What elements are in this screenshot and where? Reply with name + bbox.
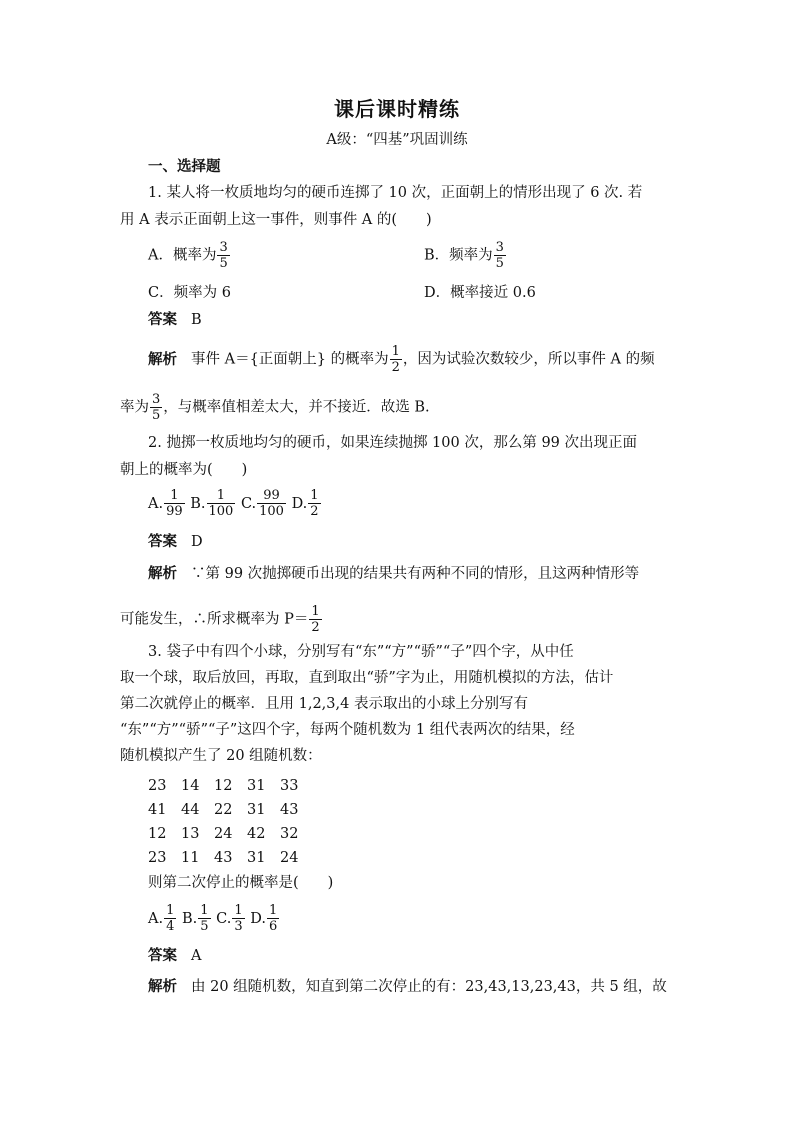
random-number: 44 <box>181 802 200 818</box>
q2-stem-line2: 朝上的概率为( ) <box>120 462 248 478</box>
answer-label: 答案 <box>148 312 177 328</box>
answer-label: 答案 <box>148 534 177 550</box>
random-number: 24 <box>214 826 233 842</box>
q1-stem-line2: 用 A 表示正面朝上这一事件，则事件 A 的( ) <box>120 212 432 228</box>
q3-options <box>148 903 280 934</box>
q1-option-a-fraction <box>217 240 229 271</box>
frac-numerator: 1 <box>268 903 278 918</box>
random-number: 31 <box>247 778 266 794</box>
explanation-text: 可能发生，∴所求概率为 P＝ <box>120 611 309 628</box>
option-label: A. <box>148 910 164 927</box>
q3-explanation-line1 <box>148 977 667 997</box>
option-label: D. <box>250 910 266 927</box>
random-number-row <box>148 822 313 846</box>
frac-denominator: 5 <box>152 408 161 423</box>
option-label: B. <box>181 910 198 927</box>
frac-denominator: 2 <box>391 360 400 375</box>
random-number: 23 <box>148 850 167 866</box>
explanation-label: 解析 <box>148 979 177 995</box>
q1-explanation-line1 <box>148 344 655 375</box>
option-fraction <box>257 488 286 519</box>
random-number: 23 <box>148 778 167 794</box>
frac-denominator: 5 <box>200 919 209 934</box>
random-number: 22 <box>214 802 233 818</box>
q1-option-a <box>148 240 231 271</box>
random-number: 31 <box>247 850 266 866</box>
explanation-text: ，因为试验次数较少，所以事件 A 的频 <box>402 351 655 368</box>
option-fraction <box>164 488 185 519</box>
frac-denominator: 6 <box>268 919 278 934</box>
explanation-fraction <box>309 604 321 635</box>
random-number: 31 <box>247 802 266 818</box>
answer-value: D <box>191 534 203 550</box>
page-title: 课后课时精练 <box>334 97 460 121</box>
frac-numerator: 99 <box>257 488 286 504</box>
random-number: 14 <box>181 778 200 794</box>
q1-option-b-text: B．频率为 <box>424 247 493 264</box>
q2-option-d <box>291 488 322 519</box>
q3-option-c <box>216 903 245 934</box>
q1-explanation-line2 <box>120 392 430 423</box>
q1-option-d: D．概率接近 0.6 <box>424 285 536 301</box>
explanation-fraction <box>150 392 162 423</box>
explanation-text: 事件 A＝{正面朝上} 的概率为 <box>191 351 389 368</box>
random-number-row <box>148 798 313 822</box>
random-number: 12 <box>214 778 233 794</box>
section-heading: 一、选择题 <box>148 159 221 175</box>
frac-denominator: 5 <box>219 256 228 271</box>
explanation-label: 解析 <box>148 351 177 368</box>
q1-answer <box>148 310 202 330</box>
q3-stem-line2: 取一个球，取后放回，再取，直到取出“骄”字为止，用随机模拟的方法，估计 <box>120 670 614 686</box>
option-label: C. <box>240 495 257 512</box>
answer-value: B <box>191 312 202 328</box>
q2-option-c <box>240 488 287 519</box>
frac-numerator: 1 <box>391 344 400 359</box>
frac-numerator: 3 <box>495 240 504 255</box>
q2-stem-line1: 2. 抛掷一枚质地均匀的硬币，如果连续抛掷 100 次，那么第 99 次出现正面 <box>148 435 638 451</box>
option-fraction <box>267 903 279 934</box>
q2-explanation-line1 <box>148 564 639 584</box>
q1-option-b-fraction <box>494 240 506 271</box>
random-number: 43 <box>280 802 299 818</box>
option-fraction <box>207 488 236 519</box>
q1-stem-line1: 1. 某人将一枚质地均匀的硬币连掷了 10 次，正面朝上的情形出现了 6 次. 若 <box>148 185 643 201</box>
q3-question: 则第二次停止的概率是( ) <box>148 875 334 891</box>
random-number: 11 <box>181 850 200 866</box>
explanation-fraction <box>390 344 402 375</box>
frac-numerator: 1 <box>310 488 319 503</box>
q2-option-b <box>190 488 236 519</box>
random-number: 43 <box>214 850 233 866</box>
answer-value: A <box>191 948 202 964</box>
q3-option-a <box>148 903 177 934</box>
explanation-label: 解析 <box>148 566 177 582</box>
explanation-text: ，与概率值相差太大，并不接近．故选 B. <box>163 399 430 416</box>
q2-explanation-line2 <box>120 604 323 635</box>
option-fraction <box>232 903 244 934</box>
frac-numerator: 1 <box>164 488 185 504</box>
random-number-table <box>148 774 313 870</box>
frac-numerator: 3 <box>219 240 228 255</box>
q3-stem-line4: “东”“方”“骄”“子”这四个字，每两个随机数为 1 组代表两次的结果，经 <box>120 722 575 738</box>
option-label: B. <box>190 495 206 512</box>
page-subtitle: A级：“四基”巩固训练 <box>326 132 468 148</box>
random-number: 13 <box>181 826 200 842</box>
q3-stem-line3: 第二次就停止的概率．且用 1,2,3,4 表示取出的小球上分别写有 <box>120 696 528 712</box>
frac-numerator: 1 <box>207 488 236 504</box>
q2-option-a <box>148 488 186 519</box>
q1-option-c: C．频率为 6 <box>148 285 231 301</box>
random-number-row <box>148 774 313 798</box>
explanation-text: 率为 <box>120 399 149 416</box>
frac-denominator: 5 <box>495 256 504 271</box>
frac-numerator: 1 <box>234 903 243 918</box>
q3-answer <box>148 946 201 966</box>
q3-stem-line5: 随机模拟产生了 20 组随机数： <box>120 748 322 764</box>
answer-label: 答案 <box>148 948 177 964</box>
random-number-row <box>148 846 313 870</box>
random-number: 42 <box>247 826 266 842</box>
option-label: C. <box>216 910 232 927</box>
q3-option-d <box>250 903 280 934</box>
random-number: 32 <box>280 826 299 842</box>
q2-answer <box>148 532 203 552</box>
q1-option-b <box>424 240 507 271</box>
frac-numerator: 1 <box>200 903 209 918</box>
q3-option-b <box>181 903 212 934</box>
random-number: 41 <box>148 802 167 818</box>
frac-denominator: 3 <box>234 919 243 934</box>
frac-numerator: 1 <box>311 604 320 619</box>
random-number: 24 <box>280 850 299 866</box>
frac-denominator: 2 <box>311 620 320 635</box>
frac-denominator: 100 <box>208 504 234 519</box>
option-label: D. <box>291 495 308 512</box>
option-fraction <box>308 488 320 519</box>
explanation-text: ∵第 99 次抛掷硬币出现的结果共有两种不同的情形，且这两种情形等 <box>191 566 640 582</box>
frac-denominator: 100 <box>259 504 284 519</box>
frac-denominator: 4 <box>166 919 175 934</box>
option-fraction <box>198 903 210 934</box>
frac-numerator: 1 <box>166 903 175 918</box>
frac-denominator: 99 <box>166 504 183 519</box>
random-number: 33 <box>280 778 299 794</box>
option-fraction <box>164 903 176 934</box>
option-label: A. <box>148 495 164 512</box>
explanation-text: 由 20 组随机数，知直到第二次停止的有：23,43,13,23,43，共 5 组，故 <box>191 979 667 995</box>
q1-option-a-text: A．概率为 <box>148 247 217 264</box>
q3-stem-line1: 3. 袋子中有四个小球，分别写有“东”“方”“骄”“子”四个字，从中任 <box>148 644 574 660</box>
random-number: 12 <box>148 826 167 842</box>
q2-options <box>148 488 322 519</box>
frac-numerator: 3 <box>152 392 161 407</box>
frac-denominator: 2 <box>310 504 319 519</box>
